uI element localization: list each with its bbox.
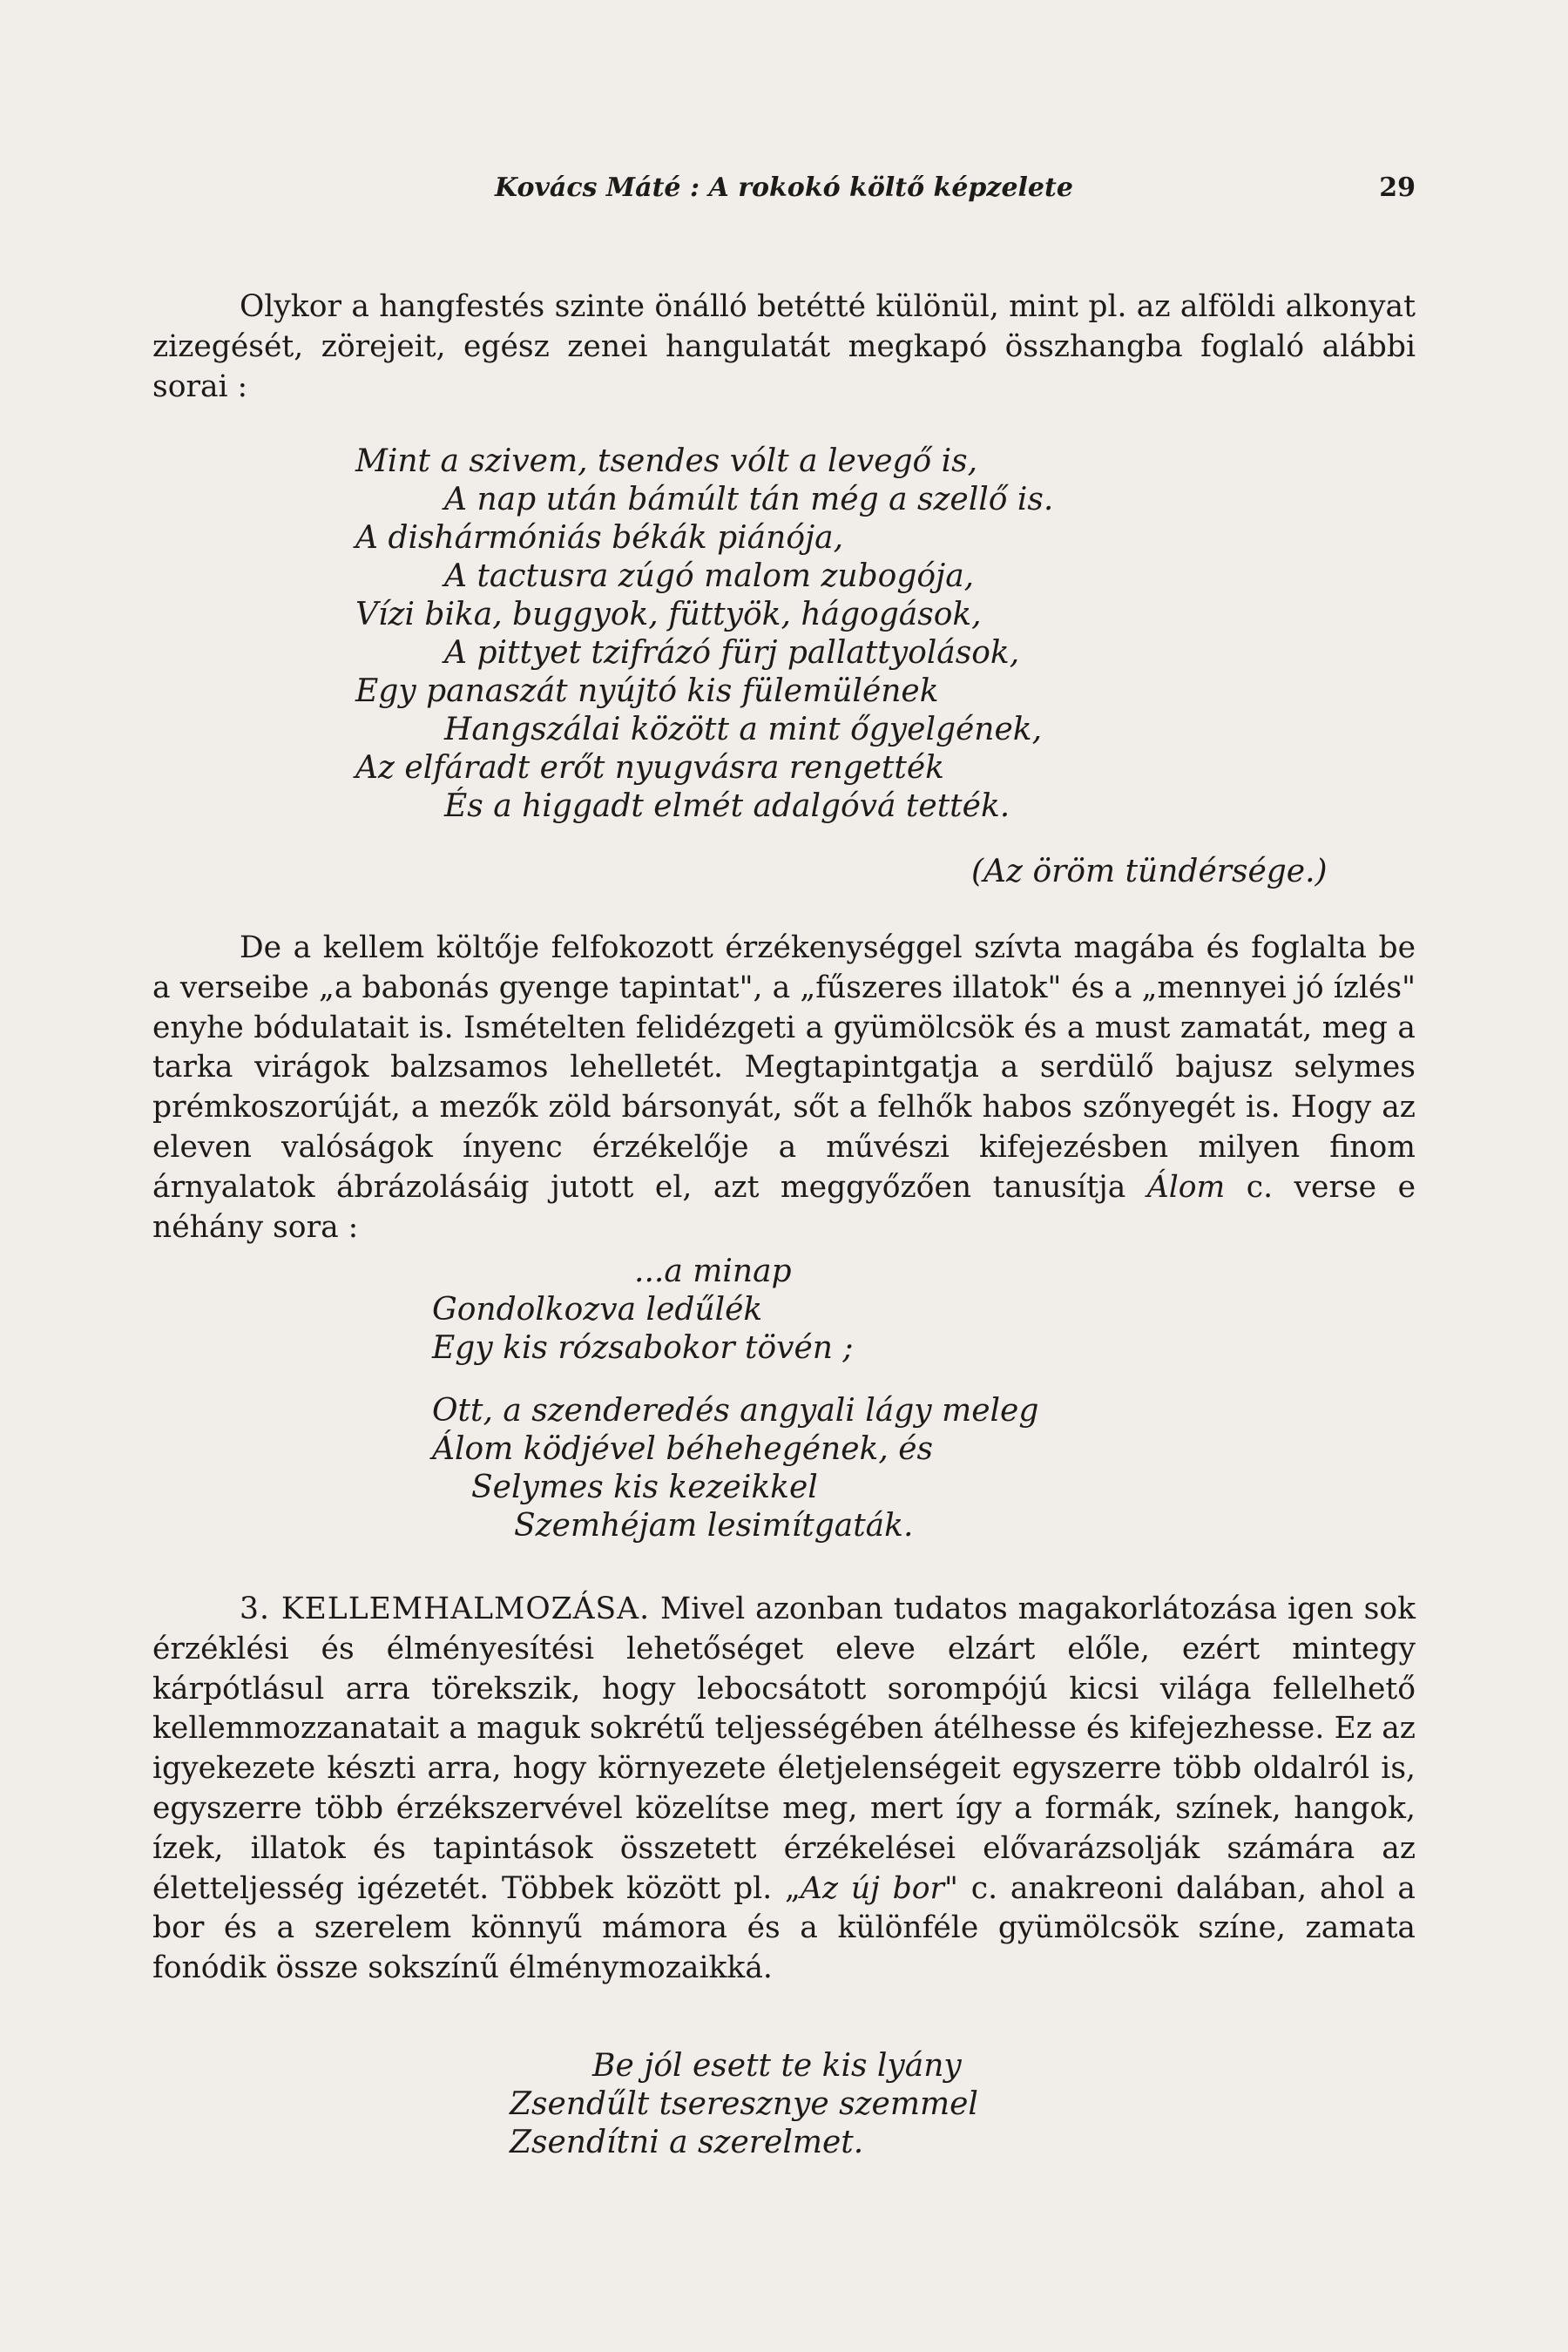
poem-line: A pittyet tzifrázó fürj pallattyolások,	[444, 635, 1020, 671]
paragraph-intro: Olykor a hangfestés szinte önálló betétté különül, mint pl. az alföldi alkonyat zizegését, zörejeit, egész zenei hangulatát megkapó összhangba foglaló alábbi sorai :	[152, 289, 1416, 404]
poem-alom	[432, 1253, 1038, 1545]
poem-line: Zsendítni a szerelmet.	[510, 2125, 864, 2160]
page-header	[152, 164, 1416, 216]
poem-line: Zsendűlt tseresznye szemmel	[510, 2086, 978, 2122]
poem-line: Gondolkozva ledűlék	[432, 1292, 763, 1328]
paragraph-kellemhalmozasa	[152, 1590, 1416, 1989]
section-heading: 3. KELLEMHALMOZÁSA.	[240, 1592, 651, 1626]
poem-line: Az elfáradt erőt nyugvásra rengették	[355, 750, 944, 786]
poem-line: Be jól esett te kis lyány	[592, 2048, 962, 2084]
poem-line: ...a minap	[634, 1254, 792, 1289]
poem-line: Ott, a szenderedés angyali lágy meleg	[432, 1393, 1039, 1429]
poem-line: És a higgadt elmét adalgóvá tették.	[444, 788, 1010, 824]
poem-line: A dishármóniás békák piánója,	[355, 520, 844, 556]
poem-line: Vízi bika, buggyok, füttyök, hágogások,	[355, 597, 982, 632]
page-number: 29	[1379, 172, 1416, 203]
poem-line: Selymes kis kezeikkel	[471, 1470, 818, 1505]
stanza-gap	[432, 1368, 1038, 1392]
paragraph-text: " c. anakreoni dalában, ahol a bor és a szerelem könnyű mámora és a különféle gyümölcsök színe, zamata fonódik össze sokszínű élménymozaikká.	[152, 1870, 1416, 1986]
poem-line: Szemhéjam lesimítgaták.	[514, 1508, 914, 1544]
poem-hangfestes	[355, 443, 1053, 826]
poem-line: Egy panaszát nyújtó kis fülemülének	[355, 673, 939, 709]
paragraph-text: Mivel azonban tudatos magakorlátozása igen sok érzéklési és élményesítési lehetőséget eleve elzárt előle, ezért mintegy kárpótlásul arra törekszik, hogy lebocsátott sorompójú kicsi világa fellelhető kellemmozzanatait a maguk sokrétű teljességében átélhesse és kifejezhesse. Ez az igyekezete készti arra, hogy környezete életjelenségeit egyszerre több oldalról is, egyszerre több érzékszervével közelítse meg, mert így a formák, színek, hangok, ízek, illatok és tapintások összetett érzékelései elővarázsolják számára az életteljesség igézetét. Többek között pl. „	[152, 1592, 1416, 1906]
poem-line: Álom ködjével béhehegének, és	[432, 1431, 934, 1467]
poem-title: Az új bor	[800, 1870, 945, 1906]
paragraph-text: c. verse e néhány sora :	[152, 1169, 1416, 1245]
poem-line: Hangszálai között a mint őgyelgének,	[444, 712, 1043, 747]
running-head: Kovács Máté : A rokokó költő képzelete	[495, 172, 1073, 203]
poem-title: Álom	[1146, 1169, 1226, 1205]
poem-line: Egy kis rózsabokor tövén ;	[432, 1330, 854, 1366]
paragraph-text: De a kellem költője felfokozott érzékenységgel szívta magába és foglalta be a verseibe „a babonás gyenge tapintat", a „fűszeres illatok" és a „mennyei jó ízlés" enyhe bódulatait is. Ismételten felidézgeti a gyümölcsök és a must zamatát, meg a tarka virágok balzsamos lehelletét. Megtapintgatja a serdülő bajusz selymes prémkoszorúját, a mezők zöld bársonyát, sőt a felhők habos szőnyegét is. Hogy az eleven valóságok ínyenc érzékelője a művészi kifejezésben milyen finom árnyalatok ábrázolásáig jutott el, azt meggyőzően tanusítja	[152, 930, 1416, 1205]
poem-uj-bor	[510, 2047, 978, 2162]
poem-source: (Az öröm tündérsége.)	[971, 854, 1328, 889]
poem-line: Mint a szivem, tsendes vólt a levegő is,	[355, 443, 978, 479]
paragraph-kellem	[152, 929, 1416, 1247]
poem-line: A tactusra zúgó malom zubogója,	[444, 558, 975, 594]
poem-line: A nap után bámúlt tán még a szellő is.	[444, 482, 1054, 517]
